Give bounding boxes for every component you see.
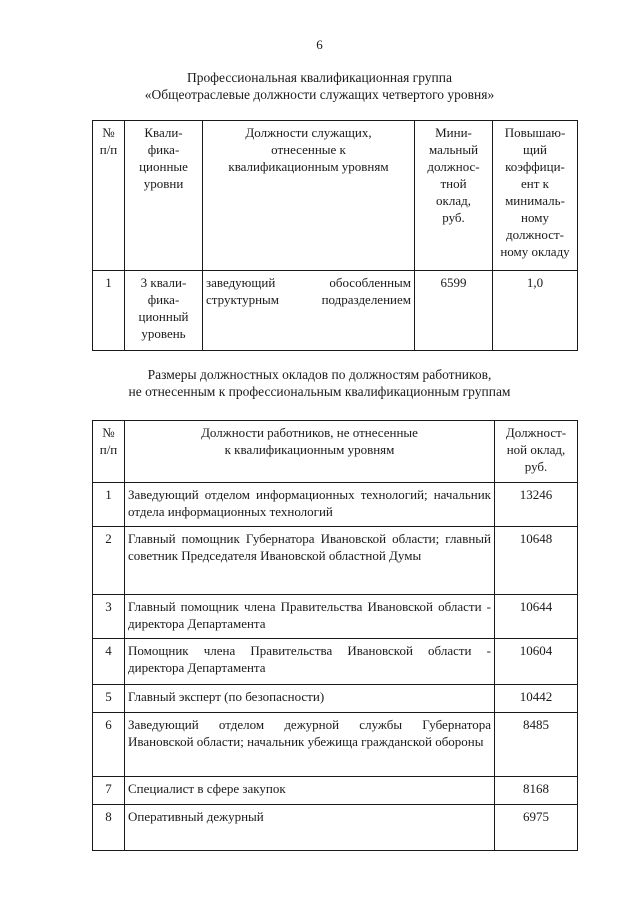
- row-number: 1: [93, 271, 125, 351]
- row-coefficient: 1,0: [493, 271, 578, 351]
- table-row: [93, 713, 578, 777]
- table-row: [93, 271, 578, 351]
- row-salary: 6975: [495, 805, 578, 851]
- section1-title: [0, 69, 639, 103]
- header-position: Должности работников, не отнесенные к квалификационным уровням: [125, 421, 495, 483]
- table-row: [93, 483, 578, 527]
- header-coefficient: Повышаю- щий коэффици- ент к минималь- ному должност- ному окладу: [493, 121, 578, 271]
- table-row: [93, 595, 578, 639]
- header-position: Должности служащих, отнесенные к квалификационным уровням: [203, 121, 415, 271]
- row-position: Помощник члена Правительства Ивановской области - директора Департамента: [125, 639, 495, 685]
- row-position: Специалист в сфере закупок: [125, 777, 495, 805]
- row-position: заведующий обособленным структурным подразделением: [203, 271, 415, 351]
- table-row: [93, 777, 578, 805]
- row-salary: 10442: [495, 685, 578, 713]
- section2-title-line: не отнесенным к профессиональным квалификационным группам: [128, 384, 511, 399]
- row-number: 1: [93, 483, 125, 527]
- row-number: 3: [93, 595, 125, 639]
- row-position: Оперативный дежурный: [125, 805, 495, 851]
- header-level: Квали- фика- ционные уровни: [125, 121, 203, 271]
- row-position: Главный помощник Губернатора Ивановской области; главный советник Председателя Ивановской областной Думы: [125, 527, 495, 595]
- table-row: [93, 805, 578, 851]
- row-salary: 10644: [495, 595, 578, 639]
- header-number: № п/п: [93, 121, 125, 271]
- row-position: Заведующий отделом информационных технологий; начальник отдела информационных технологий: [125, 483, 495, 527]
- page-number: 6: [316, 37, 323, 52]
- header-salary: Должност- ной оклад, руб.: [495, 421, 578, 483]
- header-salary: Мини- мальный должнос- тной оклад, руб.: [415, 121, 493, 271]
- row-number: 2: [93, 527, 125, 595]
- table-header-row: [93, 121, 578, 271]
- section1-title-line: Профессиональная квалификационная группа: [187, 70, 452, 85]
- table-row: [93, 639, 578, 685]
- row-number: 5: [93, 685, 125, 713]
- row-salary: 8168: [495, 777, 578, 805]
- row-position: Главный помощник члена Правительства Ивановской области - директора Департамента: [125, 595, 495, 639]
- table-header-row: [93, 421, 578, 483]
- row-position: Заведующий отделом дежурной службы Губернатора Ивановской области; начальник убежища гражданской обороны: [125, 713, 495, 777]
- header-number: № п/п: [93, 421, 125, 483]
- row-salary: 10604: [495, 639, 578, 685]
- row-salary: 8485: [495, 713, 578, 777]
- qualification-group-table: [92, 120, 578, 351]
- salary-table: [92, 420, 578, 851]
- row-level: 3 квали- фика- ционный уровень: [125, 271, 203, 351]
- row-number: 4: [93, 639, 125, 685]
- table-row: [93, 527, 578, 595]
- section2-title-line: Размеры должностных окладов по должностям работников,: [147, 367, 492, 382]
- section2-title: [0, 366, 639, 400]
- table-row: [93, 685, 578, 713]
- row-salary: 10648: [495, 527, 578, 595]
- row-number: 8: [93, 805, 125, 851]
- section1-title-line: «Общеотраслевые должности служащих четвертого уровня»: [144, 87, 495, 102]
- row-number: 7: [93, 777, 125, 805]
- row-position: Главный эксперт (по безопасности): [125, 685, 495, 713]
- row-salary: 13246: [495, 483, 578, 527]
- row-number: 6: [93, 713, 125, 777]
- row-salary: 6599: [415, 271, 493, 351]
